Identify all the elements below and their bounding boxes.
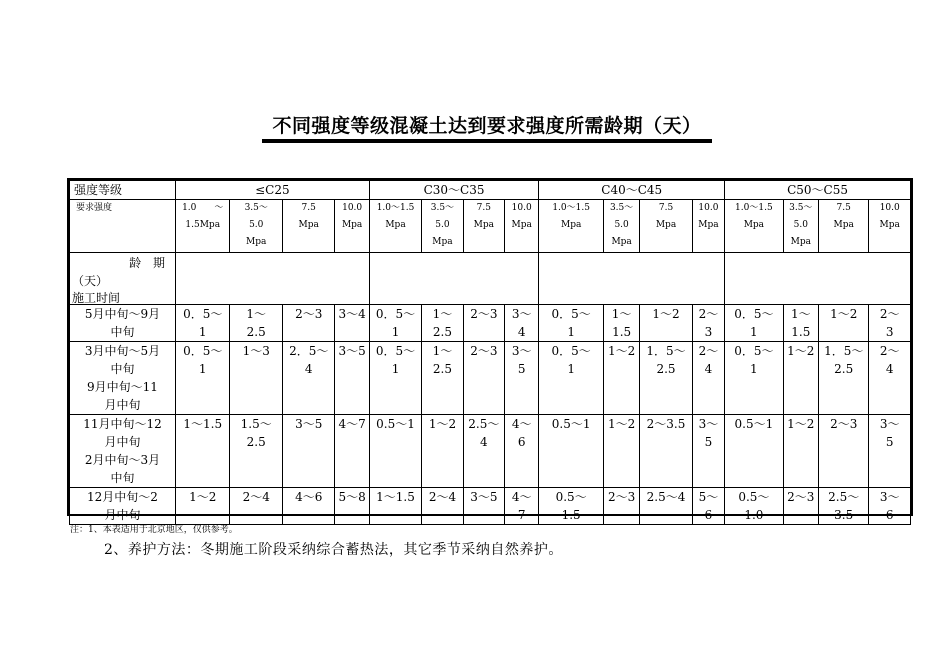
cell-line: 12月中旬～2	[87, 490, 158, 504]
age-value-cell	[539, 342, 604, 415]
cell-line: Mpa	[385, 220, 406, 230]
age-value-cell	[335, 415, 369, 488]
cell-line: 7	[517, 508, 526, 522]
cell-line: Mpa	[611, 237, 632, 247]
cell-line: 4～6	[295, 490, 323, 504]
cell-line: 1.0 ～	[182, 203, 224, 213]
cell-line: 0．5～	[551, 344, 591, 358]
grade-group: C50～C55	[725, 181, 911, 200]
cell-line: 5.0	[614, 220, 629, 230]
cell-line: 4～7	[338, 417, 366, 431]
cell-line: 6	[704, 508, 713, 522]
age-value-cell	[692, 342, 724, 415]
age-value-cell	[640, 342, 692, 415]
cell-line: 1～2	[428, 417, 457, 431]
cell-line: 1	[750, 362, 758, 376]
cell-line: 2.5～4	[646, 490, 686, 504]
cell-line: 1～1.5	[376, 490, 415, 504]
age-value-cell	[463, 342, 504, 415]
cell-line: 1	[567, 325, 575, 339]
age-value-cell	[175, 305, 230, 342]
age-value-cell	[640, 305, 692, 342]
cell-line: 1	[391, 325, 400, 339]
cell-line: 1～2	[607, 344, 636, 358]
cell-line: 3～	[511, 344, 532, 358]
cell-line: Mpa	[743, 220, 765, 230]
cell-line: 4	[885, 362, 894, 376]
time-label: 施工时间	[72, 291, 121, 305]
cell-line: 1.5	[612, 325, 632, 339]
table-row	[70, 342, 911, 415]
cell-line: 月中旬	[104, 398, 141, 412]
cell-line: 1．5～	[824, 344, 864, 358]
required-strength-cell	[282, 200, 334, 253]
age-value-cell	[783, 305, 818, 342]
cell-line: 0.5～1	[376, 417, 415, 431]
required-strength-cell	[230, 200, 282, 253]
cell-line: 1～	[790, 307, 811, 321]
cell-line: 2.5	[246, 435, 266, 449]
cell-line: 5	[704, 435, 713, 449]
cell-line: 1～2	[607, 417, 636, 431]
cell-line: 1.0～1.5	[552, 203, 590, 213]
cell-line: Mpa	[432, 237, 453, 247]
cell-line: 5	[517, 362, 526, 376]
cell-line: 0.5～1	[734, 417, 774, 431]
cell-line: Mpa	[511, 220, 532, 230]
grade-group: ≤C25	[175, 181, 369, 200]
cell-line: 1	[391, 362, 400, 376]
age-value-cell	[463, 305, 504, 342]
cell-line: Mpa	[473, 220, 494, 230]
age-value-cell	[869, 305, 911, 342]
age-value-cell	[282, 488, 334, 525]
grade-group: C30～C35	[369, 181, 539, 200]
cell-line: 3月中旬～5月	[84, 344, 161, 358]
required-strength-cell	[640, 200, 692, 253]
age-value-cell	[783, 415, 818, 488]
cell-line: 4	[517, 325, 526, 339]
required-strength-cell	[505, 200, 539, 253]
age-value-cell	[230, 305, 282, 342]
required-strength-cell	[175, 200, 230, 253]
cell-line: 2～3	[607, 490, 636, 504]
cell-line: 0．5～	[375, 344, 416, 358]
age-value-cell	[603, 488, 639, 525]
cell-line: 9月中旬～11	[87, 380, 158, 394]
required-strength-cell	[818, 200, 868, 253]
cell-line: 0.5～	[555, 490, 587, 504]
age-value-cell	[725, 488, 784, 525]
age-value-cell	[603, 305, 639, 342]
cell-line: 0．5～	[183, 307, 223, 321]
cell-line: 0．5～	[734, 307, 774, 321]
cell-line: 1.0	[744, 508, 764, 522]
cell-line: 3.5～	[244, 203, 268, 213]
age-value-cell	[505, 305, 539, 342]
cell-line: 3～	[879, 417, 900, 431]
required-strength-cell	[692, 200, 724, 253]
cell-line: 0.5～1	[551, 417, 591, 431]
age-value-cell	[335, 342, 369, 415]
cell-line: Mpa	[698, 220, 719, 230]
table-row	[70, 415, 911, 488]
cell-line: 4	[304, 362, 313, 376]
required-strength-cell	[463, 200, 504, 253]
cell-line: Mpa	[655, 220, 677, 230]
grade-label: 强度等级	[70, 181, 176, 200]
age-value-cell	[282, 305, 334, 342]
age-value-cell	[282, 342, 334, 415]
cell-line: 3～4	[338, 307, 366, 321]
age-value-cell	[505, 415, 539, 488]
age-value-cell	[725, 415, 784, 488]
cell-line: 11月中旬～12	[83, 417, 162, 431]
cell-line: 2～3	[787, 490, 815, 504]
age-value-cell	[422, 305, 463, 342]
cell-line: 1～2	[652, 307, 680, 321]
required-strength-cell	[603, 200, 639, 253]
age-value-cell	[539, 488, 604, 525]
cell-line: 2.5～	[828, 490, 860, 504]
cell-line: 6	[517, 435, 526, 449]
age-value-cell	[869, 488, 911, 525]
required-strength-cell	[869, 200, 911, 253]
cell-line: 1	[750, 325, 758, 339]
cell-line: 2.5	[432, 362, 452, 376]
cell-line: 2～	[879, 307, 900, 321]
cell-line: 3～5	[470, 490, 498, 504]
period-cell	[70, 415, 176, 488]
age-value-cell	[369, 305, 421, 342]
age-value-cell	[505, 488, 539, 525]
cell-line: 2～	[698, 307, 719, 321]
age-value-cell	[175, 342, 230, 415]
cell-line: 5月中旬～9月	[84, 307, 161, 321]
age-value-cell	[603, 415, 639, 488]
cell-line: 1.5	[561, 508, 581, 522]
cell-line: 3.5～	[789, 203, 813, 213]
age-value-cell	[175, 488, 230, 525]
table-row	[70, 305, 911, 342]
age-value-cell	[369, 415, 421, 488]
cell-line: 0.5～	[738, 490, 770, 504]
empty-cell	[175, 253, 369, 305]
age-value-cell	[783, 488, 818, 525]
required-strength-cell	[369, 200, 421, 253]
cell-line: 月中旬	[104, 435, 141, 449]
age-value-cell	[692, 488, 724, 525]
cell-line: 4～	[511, 490, 532, 504]
cell-line: 2月中旬～3月	[84, 453, 161, 467]
footnote: 注：1、本表适用于北京地区，仅供参考。	[70, 525, 238, 535]
cell-line: 10.0	[342, 203, 363, 213]
cell-line: 4～	[511, 417, 532, 431]
cell-line: 5.0	[435, 220, 450, 230]
day-label: （天）	[72, 274, 109, 288]
cell-line: 5～	[698, 490, 719, 504]
age-value-cell	[539, 305, 604, 342]
age-value-cell	[282, 415, 334, 488]
age-value-cell	[640, 415, 692, 488]
cell-line: 6	[885, 508, 894, 522]
cell-line: 1～3	[242, 344, 270, 358]
cell-line: 1～2	[787, 344, 815, 358]
age-value-cell	[869, 415, 911, 488]
cell-line: 1～1.5	[183, 417, 223, 431]
required-strength-cell	[725, 200, 784, 253]
cell-line: Mpa	[246, 237, 267, 247]
cell-line: 3～5	[295, 417, 323, 431]
age-value-cell	[422, 415, 463, 488]
required-strength-cell	[335, 200, 369, 253]
age-value-cell	[725, 342, 784, 415]
cell-line: 10.0	[879, 203, 900, 213]
age-value-cell	[640, 488, 692, 525]
age-value-cell	[869, 342, 911, 415]
age-value-cell	[369, 342, 421, 415]
cell-line: 0．5～	[375, 307, 416, 321]
cell-line: 1～	[246, 307, 267, 321]
cell-line: 4	[480, 435, 488, 449]
age-value-cell	[422, 342, 463, 415]
age-value-cell	[783, 342, 818, 415]
cell-line: 4	[704, 362, 713, 376]
cell-line: 3.5～	[609, 203, 634, 213]
cell-line: 3～	[511, 307, 532, 321]
cell-line: 5.0	[793, 220, 808, 230]
cell-line: 2～3.5	[646, 417, 686, 431]
cell-line: 1.0～1.5	[376, 203, 415, 213]
required-strength-cell	[783, 200, 818, 253]
age-value-cell	[818, 415, 868, 488]
cell-line: 2～	[698, 344, 719, 358]
cell-line: 5	[885, 435, 894, 449]
cell-line: 2.5	[656, 362, 676, 376]
cell-line: 3.5～	[430, 203, 455, 213]
empty-cell	[369, 253, 539, 305]
cell-line: 中旬	[110, 325, 135, 339]
age-value-cell	[463, 415, 504, 488]
required-strength-cell	[539, 200, 604, 253]
period-cell	[70, 305, 176, 342]
cell-line: 0．5～	[551, 307, 591, 321]
cell-line: 10.0	[698, 203, 719, 213]
cell-line: 2.5	[432, 325, 452, 339]
age-time-header	[70, 253, 176, 305]
age-value-cell	[692, 305, 724, 342]
cell-line: 2～4	[428, 490, 457, 504]
cell-line: 0．5～	[734, 344, 774, 358]
cell-line: Mpa	[879, 220, 900, 230]
cell-line: Mpa	[790, 237, 811, 247]
cell-line: 2．5～	[289, 344, 329, 358]
cell-line: 3～	[879, 490, 900, 504]
age-value-cell	[175, 415, 230, 488]
cell-line: 7.5	[301, 203, 316, 213]
cell-line: 2.5	[834, 362, 854, 376]
cell-line: 月中旬	[104, 508, 141, 522]
cell-line: 1.5	[791, 325, 811, 339]
cell-line: 1	[198, 362, 207, 376]
cell-line: 1	[567, 362, 575, 376]
cell-line: 7.5	[836, 203, 851, 213]
age-value-cell	[335, 488, 369, 525]
empty-cell	[725, 253, 911, 305]
cell-line: 7.5	[658, 203, 674, 213]
cell-line: 2～3	[470, 307, 498, 321]
cell-line: 1.5～	[240, 417, 272, 431]
grade-group: C40～C45	[539, 181, 725, 200]
cell-line: Mpa	[298, 220, 319, 230]
cell-line: 7.5	[476, 203, 491, 213]
age-value-cell	[230, 415, 282, 488]
cell-line: 1.0～1.5	[735, 203, 773, 213]
cell-line: 3～5	[338, 344, 366, 358]
age-header-row	[70, 253, 911, 305]
title-underline	[262, 139, 712, 143]
required-strength-row	[70, 200, 911, 253]
cell-line: 2.5	[246, 325, 266, 339]
age-value-cell	[422, 488, 463, 525]
cell-line: 5.0	[249, 220, 264, 230]
cell-line: 2～4	[242, 490, 270, 504]
cell-line: 3.5	[834, 508, 854, 522]
cell-line: 5～8	[338, 490, 366, 504]
cell-line: Mpa	[341, 220, 363, 230]
cell-line: 中旬	[110, 471, 135, 485]
cell-line: 1～2	[787, 417, 815, 431]
cell-line: 3	[704, 325, 713, 339]
cell-line: 1～	[432, 344, 453, 358]
cell-line: 1～2	[830, 307, 858, 321]
age-value-cell	[725, 305, 784, 342]
cell-line: 2～	[879, 344, 900, 358]
cell-line: 1～2	[189, 490, 217, 504]
age-label: 龄 期	[129, 256, 169, 270]
period-cell	[70, 488, 176, 525]
curing-age-table	[67, 178, 913, 522]
table-row	[70, 488, 911, 525]
cell-line: 3～	[698, 417, 719, 431]
cell-line: 2.5～	[468, 417, 500, 431]
age-value-cell	[369, 488, 421, 525]
age-value-cell	[818, 488, 868, 525]
required-strength-label: 要求强度	[70, 200, 176, 253]
grade-header-row	[70, 181, 911, 200]
age-value-cell	[692, 415, 724, 488]
cell-line: 1．5～	[646, 344, 686, 358]
age-value-cell	[335, 305, 369, 342]
cell-line: 0．5～	[183, 344, 223, 358]
age-value-cell	[539, 415, 604, 488]
cell-line: Mpa	[833, 220, 854, 230]
period-cell	[70, 342, 176, 415]
cell-line: 10.0	[511, 203, 532, 213]
curing-method-paragraph: 2、养护方法：冬期施工阶段采纳综合蓄热法，其它季节采纳自然养护。	[104, 542, 563, 558]
cell-line: 1～	[432, 307, 453, 321]
cell-line: 2～3	[830, 417, 858, 431]
cell-line: 2～3	[470, 344, 498, 358]
age-value-cell	[230, 488, 282, 525]
cell-line: 1	[198, 325, 207, 339]
cell-line: 1～	[611, 307, 632, 321]
required-strength-cell	[422, 200, 463, 253]
age-value-cell	[505, 342, 539, 415]
cell-line: 3	[885, 325, 894, 339]
table-title: 不同强度等级混凝土达到要求强度所需龄期（天）	[272, 115, 702, 137]
cell-line: Mpa	[560, 220, 582, 230]
cell-line: 2～3	[295, 307, 323, 321]
empty-cell	[539, 253, 725, 305]
age-value-cell	[818, 342, 868, 415]
age-value-cell	[818, 305, 868, 342]
age-value-cell	[230, 342, 282, 415]
cell-line: 中旬	[110, 362, 135, 376]
cell-line: 1.5Mpa	[185, 220, 221, 230]
age-value-cell	[463, 488, 504, 525]
age-value-cell	[603, 342, 639, 415]
